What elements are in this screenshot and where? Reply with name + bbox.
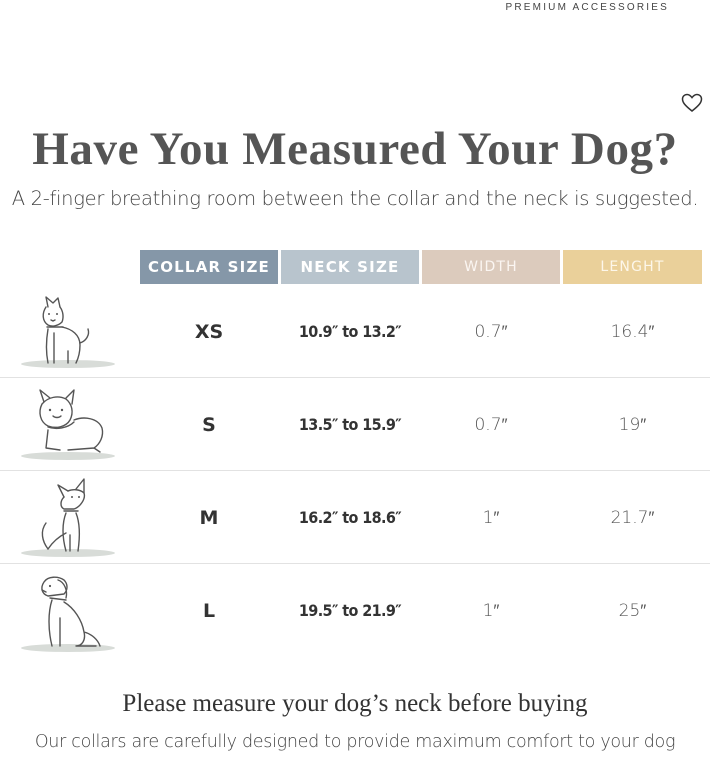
neck-size-value: 13.5″ to 15.9″ [298,415,402,434]
table-row [0,564,710,657]
page-subtitle: A 2-finger breathing room between the collar and the neck is suggested. [11,187,699,210]
width-value: 0.7″ [474,321,508,342]
length-value: 19″ [618,414,647,435]
table-row [0,471,710,564]
sitting-dog-illustration [18,475,118,559]
column-header-length: LENGHT [563,250,702,284]
brand-tagline: PREMIUM ACCESSORIES [505,2,669,13]
table-row [0,285,710,378]
length-value: 21.7″ [610,507,655,528]
collar-size-value: M [199,506,219,529]
bulldog-illustration [18,382,118,466]
small-dog-illustration [18,289,118,373]
collar-size-value: S [202,413,216,436]
heart-outline-icon[interactable] [681,93,703,113]
length-value: 25″ [618,600,647,621]
neck-size-value: 16.2″ to 18.6″ [298,508,402,527]
column-header-neck-size: NECK SIZE [281,250,419,284]
footer-text: Our collars are carefully designed to provide maximum comfort to your dog [34,732,676,752]
width-value: 0.7″ [474,414,508,435]
large-dog-illustration [18,568,118,652]
width-value: 1″ [482,507,500,528]
column-header-collar-size: COLLAR SIZE [140,250,278,284]
collar-size-value: L [202,599,216,622]
neck-size-value: 19.5″ to 21.9″ [298,601,402,620]
collar-size-value: XS [194,320,224,343]
neck-size-value: 10.9″ to 13.2″ [298,322,402,341]
column-header-width: WIDTH [422,250,560,284]
width-value: 1″ [482,600,500,621]
table-row [0,378,710,471]
length-value: 16.4″ [610,321,655,342]
footer-title: Please measure your dog’s neck before buying [122,690,588,717]
page-title: Have You Measured Your Dog? [32,123,678,175]
